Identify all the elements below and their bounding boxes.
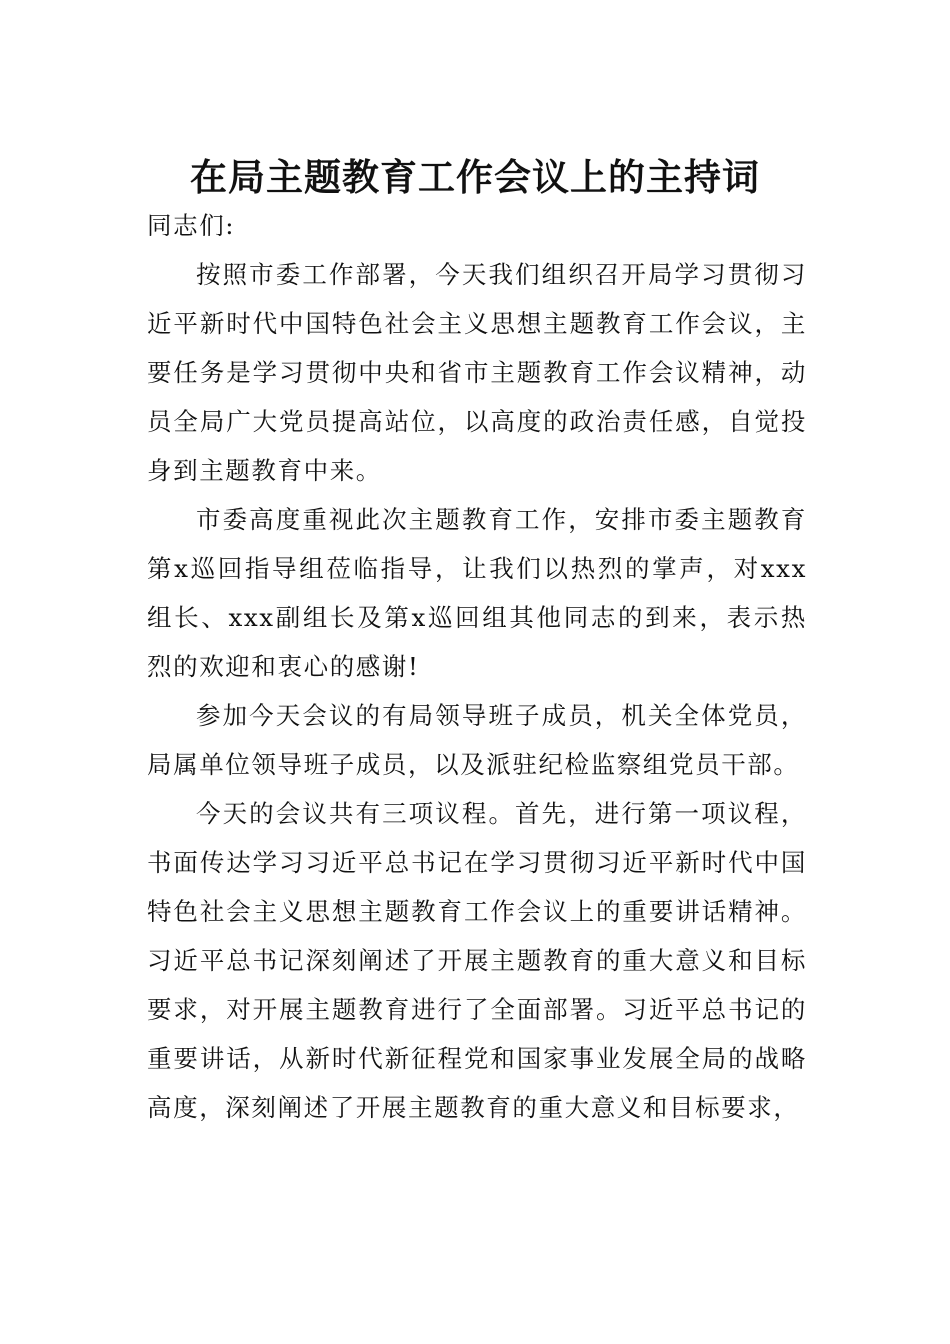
- document-title: 在局主题教育工作会议上的主持词: [190, 156, 760, 199]
- paragraph-3: 参加今天会议的有局领导班子成员，机关全体党员，局属单位领导班子成员，以及派驻纪检监察组党员干部。: [147, 701, 807, 779]
- document-body: [147, 201, 807, 1132]
- salutation: 同志们:: [147, 211, 236, 240]
- paragraph-2: 市委高度重视此次主题教育工作，安排市委主题教育第x巡回指导组莅临指导，让我们以热烈的掌声，对xxx组长、xxx副组长及第x巡回组其他同志的到来，表示热烈的欢迎和衷心的感谢!: [147, 505, 807, 681]
- paragraph-1: 按照市委工作部署，今天我们组织召开局学习贯彻习近平新时代中国特色社会主义思想主题教育工作会议，主要任务是学习贯彻中央和省市主题教育工作会议精神，动员全局广大党员提高站位，以高度的政治责任感，自觉投身到主题教育中来。: [147, 260, 807, 485]
- paragraph-4: 今天的会议共有三项议程。首先，进行第一项议程，书面传达学习习近平总书记在学习贯彻习近平新时代中国特色社会主义思想主题教育工作会议上的重要讲话精神。习近平总书记深刻阐述了开展主题教育的重大意义和目标要求，对开展主题教育进行了全面部署。习近平总书记的重要讲话，从新时代新征程党和国家事业发展全局的战略高度，深刻阐述了开展主题教育的重大意义和目标要求，: [147, 799, 807, 1122]
